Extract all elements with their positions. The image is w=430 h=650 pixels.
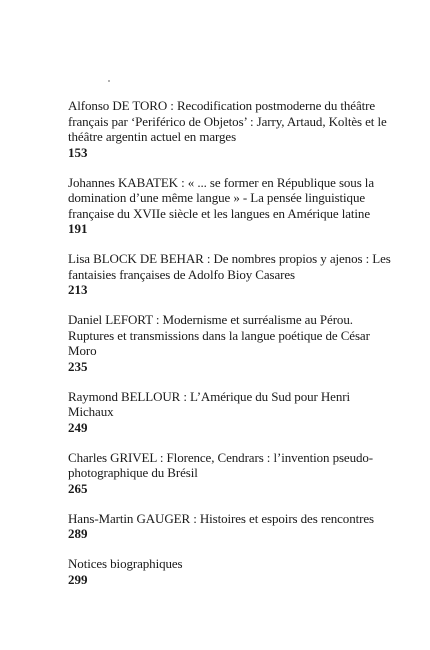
- entry-page-number: 213: [68, 282, 88, 297]
- entry-page-number: 289: [68, 526, 88, 541]
- entry-page-number: 191: [68, 221, 88, 236]
- entry-page-number: 249: [68, 419, 88, 435]
- entry-title: Notices biographiques: [68, 556, 183, 571]
- toc-entry: [68, 450, 394, 497]
- toc-entry: [68, 251, 394, 298]
- toc-entry: [68, 389, 394, 436]
- toc-entry: [68, 511, 394, 543]
- entry-page-number: 265: [68, 480, 88, 496]
- entry-page-number: 153: [68, 144, 88, 160]
- toc-entry: [68, 175, 394, 238]
- entry-title: Johannes KABATEK : « ... se former en République sous la domination d’une même langue » - La pensée linguistique française du XVIIe siècle et les langues en Amérique latine: [68, 174, 374, 221]
- entry-title: Alfonso DE TORO : Recodification postmoderne du théâtre français par ‘Periférico de Objetos’ : Jarry, Artaud, Koltès et le théâtre argentin actuel en marges: [68, 98, 387, 144]
- entry-title: Daniel LEFORT : Modernisme et surréalisme au Pérou. Ruptures et transmissions dans la langue poétique de César Moro: [68, 312, 370, 358]
- toc-entry: [68, 98, 394, 161]
- entry-page-number: 235: [68, 358, 88, 374]
- entry-title: Charles GRIVEL : Florence, Cendrars : l’invention pseudo-photographique du Brésil: [68, 449, 374, 480]
- toc-entry: [68, 312, 394, 375]
- entry-title: Lisa BLOCK DE BEHAR : De nombres propios y ajenos : Les fantaisies françaises de Adolfo Bioy Casares: [68, 251, 391, 282]
- entry-title: Raymond BELLOUR : L’Amérique du Sud pour Henri Michaux: [68, 388, 350, 419]
- toc-entry: [68, 556, 394, 588]
- paper-speck: [108, 80, 110, 82]
- table-of-contents: [68, 98, 394, 602]
- entry-title: Hans-Martin GAUGER : Histoires et espoirs des rencontres: [68, 510, 374, 526]
- entry-page-number: 299: [68, 571, 88, 587]
